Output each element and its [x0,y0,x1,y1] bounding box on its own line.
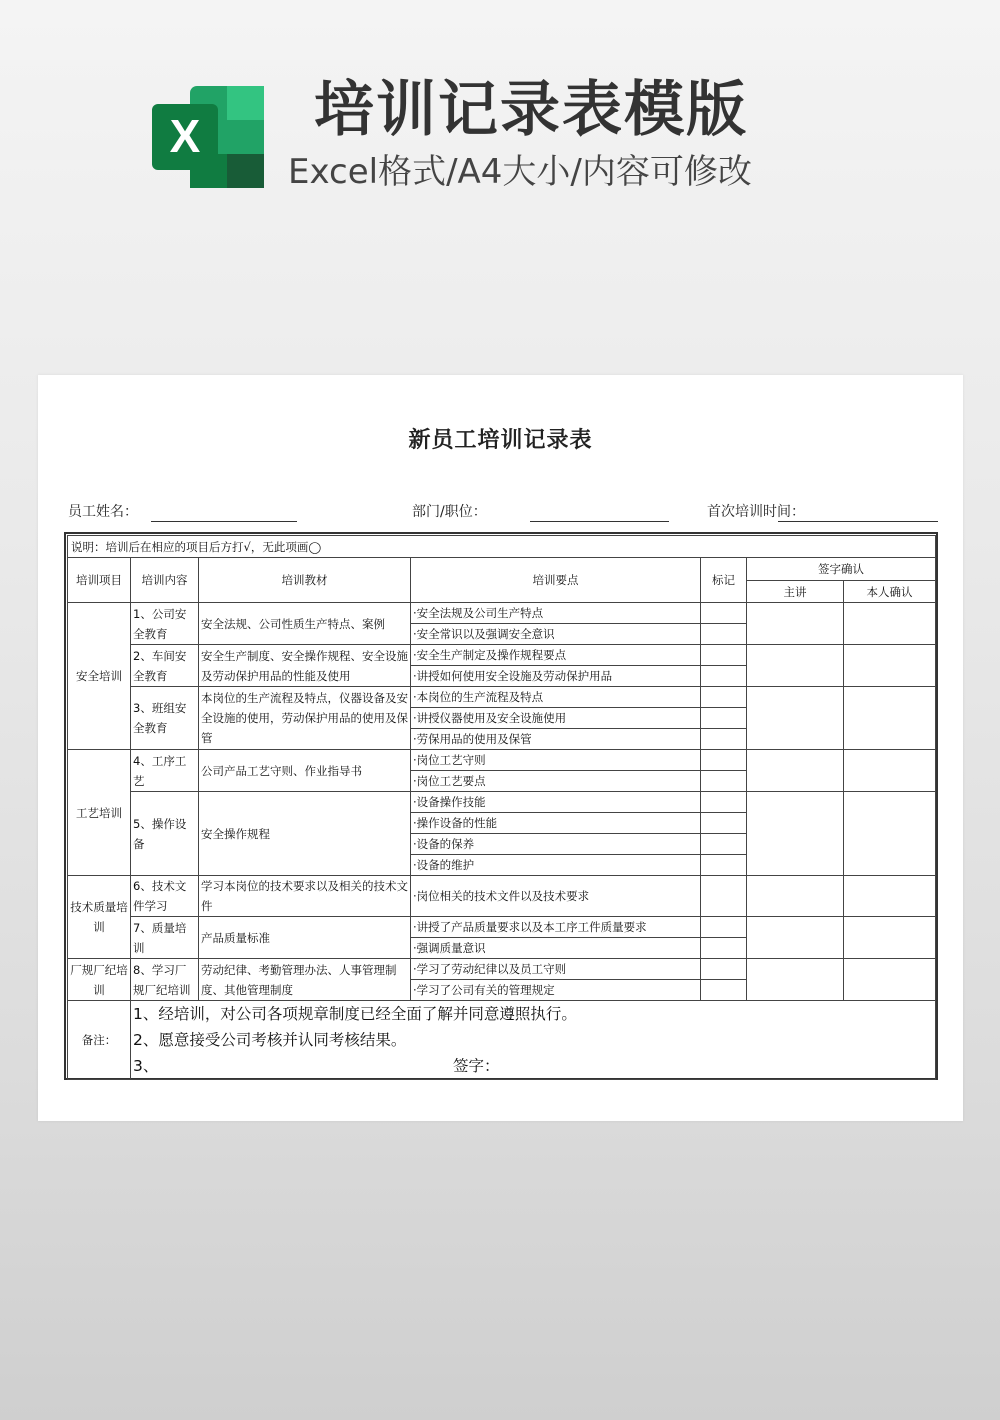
training-point: ·讲授了产品质量要求以及本工序工件质量要求 [411,917,701,938]
training-content: 2、车间安全教育 [131,645,199,687]
template-banner [0,0,1000,230]
training-content: 6、技术文件学习 [131,876,199,917]
instructions-row [68,536,936,558]
mark-cell[interactable] [701,687,747,708]
mark-cell[interactable] [701,917,747,938]
instructions-text: 说明：培训后在相应的项目后方打√，无此项画◯ [68,536,936,558]
header-row [68,558,936,581]
svg-text:X: X [169,110,201,162]
mark-cell[interactable] [701,666,747,687]
self-confirm-cell[interactable] [844,959,936,1001]
training-material: 学习本岗位的技术要求以及相关的技术文件 [199,876,411,917]
table-row [68,750,936,771]
excel-logo-icon [152,86,264,188]
training-point: ·安全法规及公司生产特点 [411,603,701,624]
self-confirm-cell[interactable] [844,645,936,687]
training-category: 厂规厂纪培训 [68,959,131,1001]
self-confirm-cell[interactable] [844,750,936,792]
training-content: 3、班组安全教育 [131,687,199,750]
remark-line-text: 3、 [133,1057,159,1075]
banner-subtitle: Excel格式/A4大小/内容可修改 [288,152,752,192]
table-row [68,959,936,980]
department-label: 部门/职位： [412,504,487,520]
training-point: ·岗位相关的技术文件以及技术要求 [411,876,701,917]
training-point: ·设备的保养 [411,834,701,855]
lecturer-sign-cell[interactable] [747,917,844,959]
training-category: 安全培训 [68,603,131,750]
mark-cell[interactable] [701,792,747,813]
training-point: ·设备操作技能 [411,792,701,813]
lecturer-sign-cell[interactable] [747,876,844,917]
lecturer-sign-cell[interactable] [747,603,844,645]
mark-cell[interactable] [701,729,747,750]
lecturer-sign-cell[interactable] [747,687,844,750]
remark-line [133,1053,933,1079]
training-category: 技术质量培训 [68,876,131,959]
table-row [68,687,936,708]
employee-info-row [38,497,963,527]
mark-cell[interactable] [701,771,747,792]
remarks-row [68,1001,936,1080]
remark-line-text: 2、愿意接受公司考核并认同考核结果。 [133,1031,407,1049]
training-point: ·学习了劳动纪律以及员工守则 [411,959,701,980]
training-content: 7、质量培训 [131,917,199,959]
training-record-table [64,532,938,1080]
training-point: ·设备的维护 [411,855,701,876]
employee-name-field[interactable] [151,521,297,522]
remarks-content [131,1001,936,1080]
training-point: ·讲授如何使用安全设施及劳动保护用品 [411,666,701,687]
header-self-confirm: 本人确认 [844,581,936,603]
training-content: 8、学习厂规厂纪培训 [131,959,199,1001]
self-confirm-cell[interactable] [844,876,936,917]
header-points: 培训要点 [411,558,701,603]
employee-name-label: 员工姓名： [68,504,138,520]
training-content: 5、操作设备 [131,792,199,876]
self-confirm-cell[interactable] [844,687,936,750]
training-material: 本岗位的生产流程及特点，仪器设备及安全设施的使用，劳动保护用品的使用及保管 [199,687,411,750]
mark-cell[interactable] [701,624,747,645]
first-training-time-field[interactable] [778,521,938,522]
document-page [38,375,963,1121]
header-category: 培训项目 [68,558,131,603]
banner-title: 培训记录表模版 [314,75,748,145]
training-material: 公司产品工艺守则、作业指导书 [199,750,411,792]
mark-cell[interactable] [701,855,747,876]
header-content: 培训内容 [131,558,199,603]
document-title: 新员工培训记录表 [408,428,593,453]
mark-cell[interactable] [701,834,747,855]
first-training-time-label: 首次培训时间： [707,504,805,520]
remarks-label: 备注： [68,1001,131,1080]
training-content: 1、公司安全教育 [131,603,199,645]
training-point: ·岗位工艺守则 [411,750,701,771]
table-row [68,917,936,938]
training-material: 安全生产制度、安全操作规程、安全设施及劳动保护用品的性能及使用 [199,645,411,687]
training-point: ·安全常识以及强调安全意识 [411,624,701,645]
mark-cell[interactable] [701,708,747,729]
mark-cell[interactable] [701,750,747,771]
self-confirm-cell[interactable] [844,603,936,645]
training-material: 安全法规、公司性质生产特点、案例 [199,603,411,645]
mark-cell[interactable] [701,645,747,666]
training-point: ·讲授仪器使用及安全设施使用 [411,708,701,729]
header-sign-confirm: 签字确认 [747,558,936,581]
remark-line-text: 1、经培训，对公司各项规章制度已经全面了解并同意遵照执行。 [133,1005,577,1023]
training-category: 工艺培训 [68,750,131,876]
self-confirm-cell[interactable] [844,792,936,876]
table-row [68,876,936,917]
lecturer-sign-cell[interactable] [747,750,844,792]
mark-cell[interactable] [701,813,747,834]
table-row [68,792,936,813]
header-lecturer: 主讲 [747,581,844,603]
training-point: ·岗位工艺要点 [411,771,701,792]
mark-cell[interactable] [701,980,747,1001]
header-material: 培训教材 [199,558,411,603]
training-point: ·本岗位的生产流程及特点 [411,687,701,708]
training-point: ·强调质量意识 [411,938,701,959]
training-point: ·安全生产制定及操作规程要点 [411,645,701,666]
training-material: 劳动纪律、考勤管理办法、人事管理制度、其他管理制度 [199,959,411,1001]
header-mark: 标记 [701,558,747,603]
department-field[interactable] [530,521,669,522]
lecturer-sign-cell[interactable] [747,645,844,687]
training-material: 产品质量标准 [199,917,411,959]
training-point: ·劳保用品的使用及保管 [411,729,701,750]
training-content: 4、工序工艺 [131,750,199,792]
remark-line [133,1027,933,1053]
mark-cell[interactable] [701,959,747,980]
mark-cell[interactable] [701,938,747,959]
table-row [68,645,936,666]
training-point: ·学习了公司有关的管理规定 [411,980,701,1001]
mark-cell[interactable] [701,876,747,917]
signature-label: 签字： [453,1057,500,1075]
table-row [68,603,936,624]
lecturer-sign-cell[interactable] [747,959,844,1001]
self-confirm-cell[interactable] [844,917,936,959]
lecturer-sign-cell[interactable] [747,792,844,876]
training-material: 安全操作规程 [199,792,411,876]
mark-cell[interactable] [701,603,747,624]
remark-line [133,1001,933,1027]
training-point: ·操作设备的性能 [411,813,701,834]
